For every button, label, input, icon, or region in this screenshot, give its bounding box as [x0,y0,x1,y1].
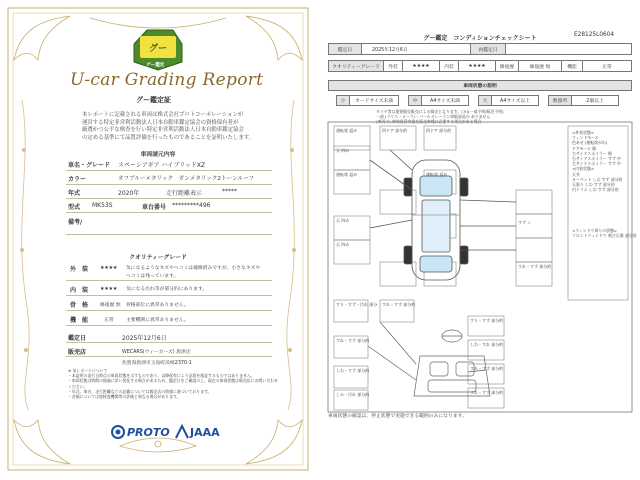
chassis-label: 車台番号 [142,204,167,211]
panel-label: 運転席 返め [336,128,358,133]
inspection-date-value: 2025年12月6日 [122,335,167,342]
color-value: オフブルーメタリック ガンメタリック2トーンルーフ [118,176,254,182]
side-note: 内トリム しわ すず 部分的 [572,187,619,193]
panel-label: すず ☆ [518,220,531,225]
panel-label: すれ・すず 部分的 [336,338,370,343]
repair-value-cell: 修復歴 無 [518,60,562,72]
side-note: 色あせ (運転席がわ) [572,140,608,146]
legend-large-desc: A4サイズ以上 [491,95,539,106]
note-line: ・評価については他検査機関等の評価と異なる場合があります。 [68,394,181,400]
intro-line: 運営する特定非営利活動法人日本自動車鑑定協会の資格保有者が [82,119,239,126]
function-value-cell: 正常 [582,60,632,72]
panel-label: 天 四め [336,242,350,247]
side-note: 右サイドスポイラー すず 中 [572,156,621,162]
legend-small: 小 [336,95,350,106]
side-note: 左サイドスポイラー 傷 [572,150,612,156]
function-desc: 主要機関に異常ありません。 [126,318,189,323]
inspection-date-label: 鑑定日 [68,335,87,342]
intro-line: の定める基準にて品質評価を行ったものであることを証明いたします。 [82,134,255,141]
panel-label: すれ・すず 部分的 [382,302,416,307]
exterior-desc: 気になるようなキズやヘコミは補修済みですが、小さなキズや [126,266,261,271]
function-label: 機 能 [70,317,89,324]
side-note: <内装状態> [572,166,595,172]
intro-line: 厳選かつ公平な検査を行い特定非営利活動法人日本自動車鑑定協会 [82,127,244,134]
function-label-cell: 機能 [561,60,583,72]
sheet-footer-note: 車両状態の確認は、停止状態で実施できる範囲のみになります。 [328,414,467,419]
model-label: 型式 [68,204,81,211]
frame-desc: 骨格部位に異常ありません。 [126,303,189,308]
interior-label-cell: 内装 [439,60,459,72]
legend-note: (車両の) 車検経済実施を販売車種に必要する場合がある場合 [376,119,482,125]
panel-label: 天 四め [336,148,350,153]
panel-label: すれ・すず 部分的 [470,366,504,371]
reinspection-label-cell: 再鑑定日 [470,43,506,55]
proto-logo: PROTO [127,426,170,439]
exterior-value-cell: ★★★★ [402,60,440,72]
exterior-label-cell: 外装 [383,60,403,72]
window-notes [572,228,637,238]
panel-label: すれ・すず 部分的 [470,390,504,395]
panel-label: 天 四め [336,218,350,223]
panel-label: すり・すず・汚れ 部分 [336,302,378,307]
side-note: <外装状態> [572,130,595,135]
frame-label: 骨 格 [70,302,89,309]
jaaa-logo: JAAA [190,426,220,439]
panel-label: すれ・すず 部分的 [518,264,552,269]
grade-label-cell: クオリティーグレード [328,60,384,72]
panel-label: しわ・すれ 部分的 [470,342,504,347]
quality-section-title: クオリティーグレード [129,255,187,261]
frame-value: 修復歴 無 [100,303,121,308]
side-note: カーペット しわ すず 部分的 [572,176,623,182]
interior-label: 内 装 [70,287,89,294]
vehicle-section-title: 車両請元内容 [140,152,176,158]
name-label: 車名・グレード [68,162,111,169]
seal-label: グー鑑定 [146,63,165,68]
note-line: ・車両状態は時間の経過に伴い変化する場合があるため、鑑定日をご確認の上、現在の車両状態は販売店にお問い合わせください。 [68,378,278,389]
panel-label: 運転席 返め [336,172,358,177]
model-value: MK53S [92,202,113,209]
interior-desc: 気になる汚れ等が部分的にあります。 [126,287,208,292]
shop-address: 佐賀県唐津市玉島町浜崎2370-1 [122,361,192,366]
svg-text:グー: グー [148,44,168,54]
legend-note: 一部 (ラリス・メーラ)・パールオレーラン車販部品の ありません [376,114,491,120]
side-note: ドアモール 傷 [572,145,597,151]
vehicle-condition-diagram [320,0,640,480]
remarks-label: 備考/ [68,219,83,226]
mileage-value: ***** [222,188,237,195]
side-note: 天井 [572,171,580,177]
legend-medium-desc: A4サイズ未満 [421,95,469,106]
legend-large: 大 [478,95,492,106]
intro-line: 本レポートに記載される車両は株式会社プロトコーポレーションが [82,112,244,118]
side-note: フロントウィンドウ 飛び石傷 部分的 [572,233,637,239]
interior-value-cell: ★★★★ [458,60,496,72]
panel-label: 四ドア 部分的 [382,128,408,133]
name-value: スペーシアギア ハイブリッドXZ [118,162,206,169]
exterior-notes [572,130,622,192]
shop-label: 販売店 [68,349,87,356]
year-value: 2020年 [118,190,140,197]
legend-medium: 中 [408,95,422,106]
legend-several-desc: 2個以上 [571,95,619,106]
legend-small-desc: カードサイズ未満 [349,95,399,106]
side-note: ウィンドモール [572,135,599,141]
date-value-cell: 2025年12月6日 [361,43,471,55]
side-note: 左サイドスポイラー すず 中 [572,161,621,167]
panel-label: 運転席 返め [426,172,448,177]
color-label: カラー [68,176,87,183]
exterior-stars: ★★★★ [100,265,118,271]
panel-label: しわ・すず 部分的 [336,368,370,373]
legend-note: タイヤ等は重要販売販売による販売となります。(Ｓ)(一部不明/販売不明) [376,109,504,114]
repair-label-cell: 修復歴 [495,60,519,72]
sheet-title: グー鑑定 コンディションチェックシート [423,35,537,42]
function-value: 正常 [104,318,114,323]
certificate-subtitle: グー鑑定証 [136,96,171,104]
note-line: ・年式、車名、走行距離などの記載については販売店の情報に基づいております。 [68,388,212,394]
exterior-desc: ヘコミは残っています。 [126,274,179,279]
document-id: E28125L0604 [574,32,615,38]
side-note: <ウィンドウ周りの状態> [572,228,618,233]
condition-sheet [320,0,640,480]
note-line: ・本証明の発行日時点の車両状態を示すものであり、以降保有により品質を保証するものではありません。 [68,373,255,379]
shop-name: WECARS(ウィーカーズ) 唐津店 [122,350,191,355]
certificate-title: U-car Grading Report [70,70,264,90]
chassis-value: *********496 [172,202,211,209]
panel-label: すり・すず 部分的 [470,318,504,323]
side-note: 天張り しわ すず 部分的 [572,182,615,188]
legend-title: 車両状態の説明 [328,80,632,91]
interior-stars: ★★★★ [100,286,118,292]
year-label: 年式 [68,190,81,197]
exterior-label: 外 装 [70,266,89,273]
legend-several: 数箇所 [548,95,572,106]
note-line: ※ 気レポートについて [68,368,108,373]
panel-label: 四ドア 部分的 [426,128,452,133]
date-label-cell: 鑑定日 [328,43,362,55]
mileage-label: 走行距離表示 [166,190,203,197]
panel-label: しみ・汚れ 部分的 [336,392,370,397]
